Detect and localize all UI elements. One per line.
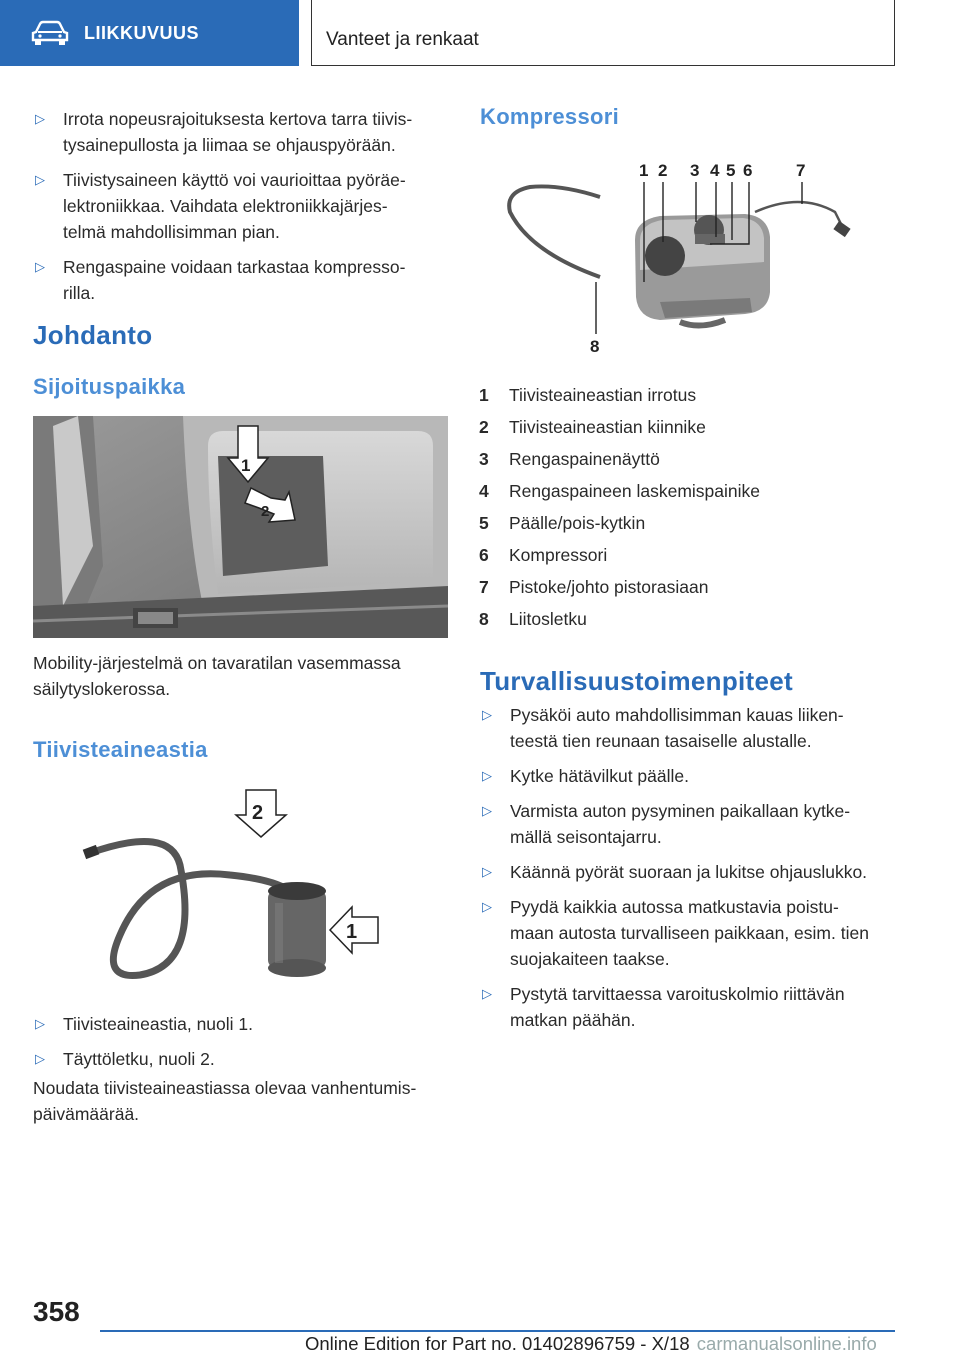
figure-label: 8 <box>590 337 600 356</box>
legend-number: 6 <box>479 544 489 565</box>
figure-label: 2 <box>658 161 668 180</box>
arrow-1-icon <box>330 907 378 953</box>
heading-tiivisteaineastia: Tiivisteaineastia <box>33 737 208 762</box>
legend-text: Kompressori <box>509 544 608 565</box>
footer-edition <box>305 1333 877 1355</box>
bullet-line: tysainepullosta ja liimaa se ohjauspyörään. <box>63 135 396 155</box>
legend-text: Tiivisteaineastian irrotus <box>509 384 697 405</box>
page-number: 358 <box>33 1296 80 1327</box>
footer-divider <box>100 1330 895 1332</box>
legend-number: 8 <box>479 608 489 629</box>
bullet-line: mällä seisontajarru. <box>510 827 662 847</box>
legend-number: 1 <box>479 384 489 405</box>
intro-bullet-list <box>33 106 453 315</box>
bullet-line: suojakaiteen taakse. <box>510 949 670 969</box>
triangle-bullet-icon: ▷ <box>35 259 45 274</box>
legend-text: Rengaspainenäyttö <box>509 448 660 469</box>
chapter-title <box>311 0 895 66</box>
triangle-bullet-icon: ▷ <box>35 1051 45 1066</box>
edition-text: Online Edition for Part no. 01402896759 - X/18 <box>305 1333 690 1354</box>
list-item <box>33 106 453 158</box>
location-caption <box>33 650 453 702</box>
list-item <box>33 1046 453 1072</box>
watermark-text: carmanualsonline.info <box>696 1333 877 1354</box>
caption-line: säilytyslokerossa. <box>33 679 171 699</box>
bullet-line: telmä mahdollisimman pian. <box>63 222 280 242</box>
bullet-line: Kytke hätävilkut päälle. <box>510 766 689 786</box>
triangle-bullet-icon: ▷ <box>482 707 492 722</box>
list-item <box>480 798 900 850</box>
bullet-line: Irrota nopeusrajoituksesta kertova tarra tiivis- <box>63 109 413 129</box>
figure-label: 5 <box>726 161 736 180</box>
expiry-note <box>33 1075 453 1127</box>
figure-label: 7 <box>796 161 806 180</box>
bullet-line: Pysäköi auto mahdollisimman kauas liiken- <box>510 705 844 725</box>
legend-number: 4 <box>479 480 489 501</box>
bullet-line: Varmista auton pysyminen paikallaan kytke- <box>510 801 851 821</box>
bullet-line: lektroniikkaa. Vaihdata elektroniikkajärjes- <box>63 196 388 216</box>
list-item <box>33 254 453 306</box>
bullet-line: Rengaspaine voidaan tarkastaa kompresso- <box>63 257 406 277</box>
legend-text: Päälle/pois-kytkin <box>509 512 646 533</box>
bullet-line: matkan päähän. <box>510 1010 636 1030</box>
bullet-text: Täyttöletku, nuoli 2. <box>63 1049 215 1069</box>
bullet-line: rilla. <box>63 283 96 303</box>
sealant-container-image <box>80 785 385 990</box>
list-item <box>480 763 900 789</box>
figure-label: 6 <box>743 161 753 180</box>
compressor-legend <box>479 379 899 635</box>
legend-row <box>479 379 899 411</box>
legend-row <box>479 443 899 475</box>
heading-sijoituspaikka: Sijoituspaikka <box>33 374 186 399</box>
list-item <box>33 167 453 245</box>
triangle-bullet-icon: ▷ <box>35 172 45 187</box>
triangle-bullet-icon: ▷ <box>35 111 45 126</box>
triangle-bullet-icon: ▷ <box>482 768 492 783</box>
triangle-bullet-icon: ▷ <box>482 803 492 818</box>
bullet-line: Pystytä tarvittaessa varoituskolmio riittävän <box>510 984 845 1004</box>
section-tab[interactable] <box>0 0 299 66</box>
svg-text:1: 1 <box>241 456 251 475</box>
legend-number: 5 <box>479 512 489 533</box>
note-line: Noudata tiivisteaineastiassa olevaa vanhentumis- <box>33 1078 417 1098</box>
arrow-2-icon <box>236 790 286 837</box>
list-item <box>480 702 900 754</box>
svg-text:2: 2 <box>252 802 264 824</box>
bullet-line: teestä tien reunaan tasaiselle alustalle. <box>510 731 812 751</box>
car-icon <box>30 20 70 46</box>
triangle-bullet-icon: ▷ <box>482 899 492 914</box>
list-item <box>33 1011 453 1037</box>
caption-line: Mobility-järjestelmä on tavaratilan vasemmassa <box>33 653 401 673</box>
bullet-line: Tiivistysaineen käyttö voi vaurioittaa pyöräe- <box>63 170 406 190</box>
legend-text: Tiivisteaineastian kiinnike <box>509 416 706 437</box>
safety-bullet-list <box>480 702 900 1042</box>
note-line: päivämäärää. <box>33 1104 140 1124</box>
legend-number: 2 <box>479 416 489 437</box>
trunk-storage-image <box>33 416 448 638</box>
bullet-line: maan autosta turvalliseen paikkaan, esim. tien <box>510 923 869 943</box>
figure-label: 4 <box>710 161 720 180</box>
legend-row <box>479 539 899 571</box>
container-bullet-list <box>33 1011 453 1081</box>
triangle-bullet-icon: ▷ <box>482 986 492 1001</box>
legend-number: 7 <box>479 576 489 597</box>
heading-turvallisuustoimenpiteet: Turvallisuustoimenpiteet <box>480 666 793 696</box>
triangle-bullet-icon: ▷ <box>482 864 492 879</box>
legend-row <box>479 475 899 507</box>
section-label: LIIKKUVUUS <box>84 22 200 43</box>
figure-label: 1 <box>639 161 649 180</box>
triangle-bullet-icon: ▷ <box>35 1016 45 1031</box>
bullet-line: Käännä pyörät suoraan ja lukitse ohjauslukko. <box>510 862 868 882</box>
chapter-title-text: Vanteet ja renkaat <box>326 29 479 50</box>
bullet-line: Pyydä kaikkia autossa matkustavia poistu- <box>510 897 839 917</box>
svg-text:1: 1 <box>346 921 358 943</box>
legend-row <box>479 603 899 635</box>
legend-row <box>479 411 899 443</box>
legend-row <box>479 507 899 539</box>
legend-text: Rengaspaineen laskemispainike <box>509 480 760 501</box>
svg-text:2: 2 <box>261 503 270 520</box>
legend-text: Pistoke/johto pistorasiaan <box>509 576 709 597</box>
figure-label: 3 <box>690 161 700 180</box>
compressor-image <box>500 152 870 360</box>
legend-number: 3 <box>479 448 489 469</box>
legend-text: Liitosletku <box>509 608 587 629</box>
heading-kompressori: Kompressori <box>480 104 620 129</box>
list-item <box>480 859 900 885</box>
list-item <box>480 981 900 1033</box>
bullet-text: Tiivisteaineastia, nuoli 1. <box>63 1014 254 1034</box>
legend-row <box>479 571 899 603</box>
list-item <box>480 894 900 972</box>
heading-johdanto: Johdanto <box>33 320 153 350</box>
